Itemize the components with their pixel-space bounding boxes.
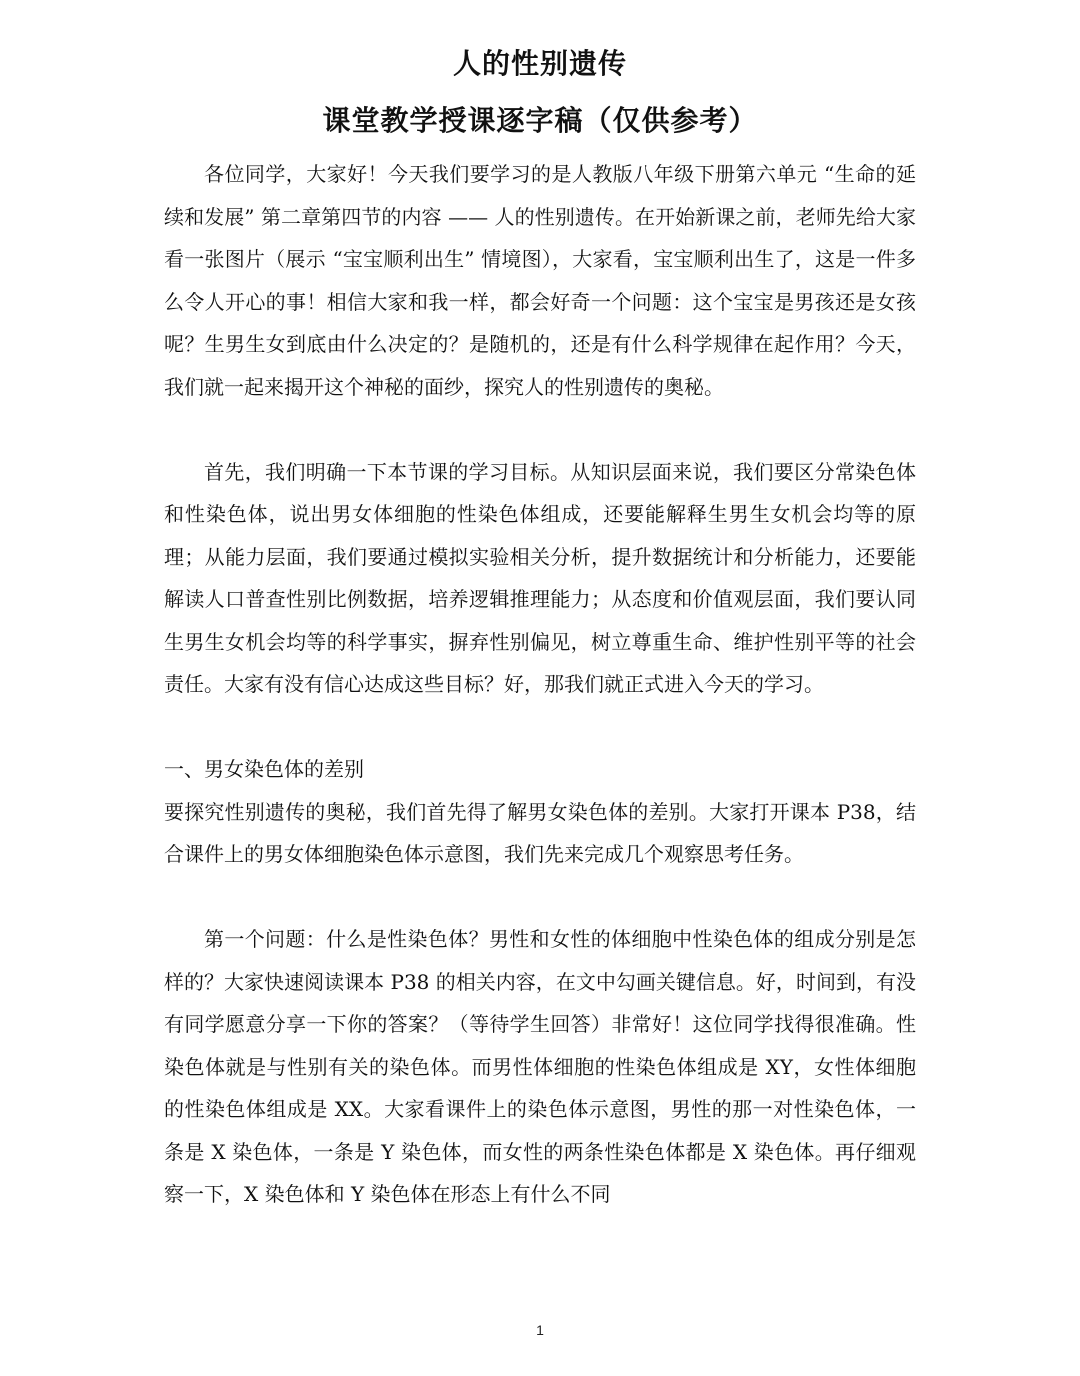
paragraph-gap: [164, 706, 916, 749]
objectives-paragraph: 首先，我们明确一下本节课的学习目标。从知识层面来说，我们要区分常染色体和性染色体，说出男女体细胞的性染色体组成，还要能解释生男生女机会均等的原理；从能力层面，我们要通过模拟实验相关分析，提升数据统计和分析能力，还要能解读人口普查性别比例数据，培养逻辑推理能力；从态度和价值观层面，我们要认同生男生女机会均等的科学事实，摒弃性别偏见，树立尊重生命、维护性别平等的社会责任。大家有没有信心达成这些目标？好，那我们就正式进入今天的学习。: [164, 459, 916, 696]
section-intro-paragraph: 要探究性别遗传的奥秘，我们首先得了解男女染色体的差别。大家打开课本 P38，结合课件上的男女体细胞染色体示意图，我们先来完成几个观察思考任务。: [164, 799, 916, 866]
page-number: 1: [536, 1322, 544, 1338]
paragraph-gap: [164, 876, 916, 919]
paragraph-gap: [164, 408, 916, 451]
question-paragraph: 第一个问题：什么是性染色体？男性和女性的体细胞中性染色体的组成分别是怎样的？大家快速阅读课本 P38 的相关内容，在文中勾画关键信息。好，时间到，有没有同学愿意分享一下你的答案？（等待学生回答）非常好！这位同学找得很准确。性染色体就是与性别有关的染色体。而男性体细胞的性染色体组成是 XY，女性体细胞的性染色体组成是 XX。大家看课件上的染色体示意图，男性的那一对性染色体，一条是 X 染色体，一条是 Y 染色体，而女性的两条性染色体都是 X 染色体。再仔细观察一下，X 染色体和 Y 染色体在形态上有什么不同: [164, 927, 916, 1206]
document-body: [164, 153, 916, 1216]
document-subtitle: 课堂教学授课逐字稿（仅供参考）: [322, 104, 758, 137]
intro-paragraph: 各位同学，大家好！今天我们要学习的是人教版八年级下册第六单元 “生命的延续和发展” 第二章第四节的内容 —— 人的性别遗传。在开始新课之前，老师先给大家看一张图片（展示 “宝宝顺利出生” 情境图），大家看，宝宝顺利出生了，这是一件多么令人开心的事！相信大家和我一样，都会好奇一个问题：这个宝宝是男孩还是女孩呢？生男生女到底由什么决定的？是随机的，还是有什么科学规律在起作用？今天，我们就一起来揭开这个神秘的面纱，探究人的性别遗传的奥秘。: [164, 162, 916, 399]
section-heading: 一、男女染色体的差别: [164, 757, 364, 781]
document-title: 人的性别遗传: [452, 47, 627, 80]
